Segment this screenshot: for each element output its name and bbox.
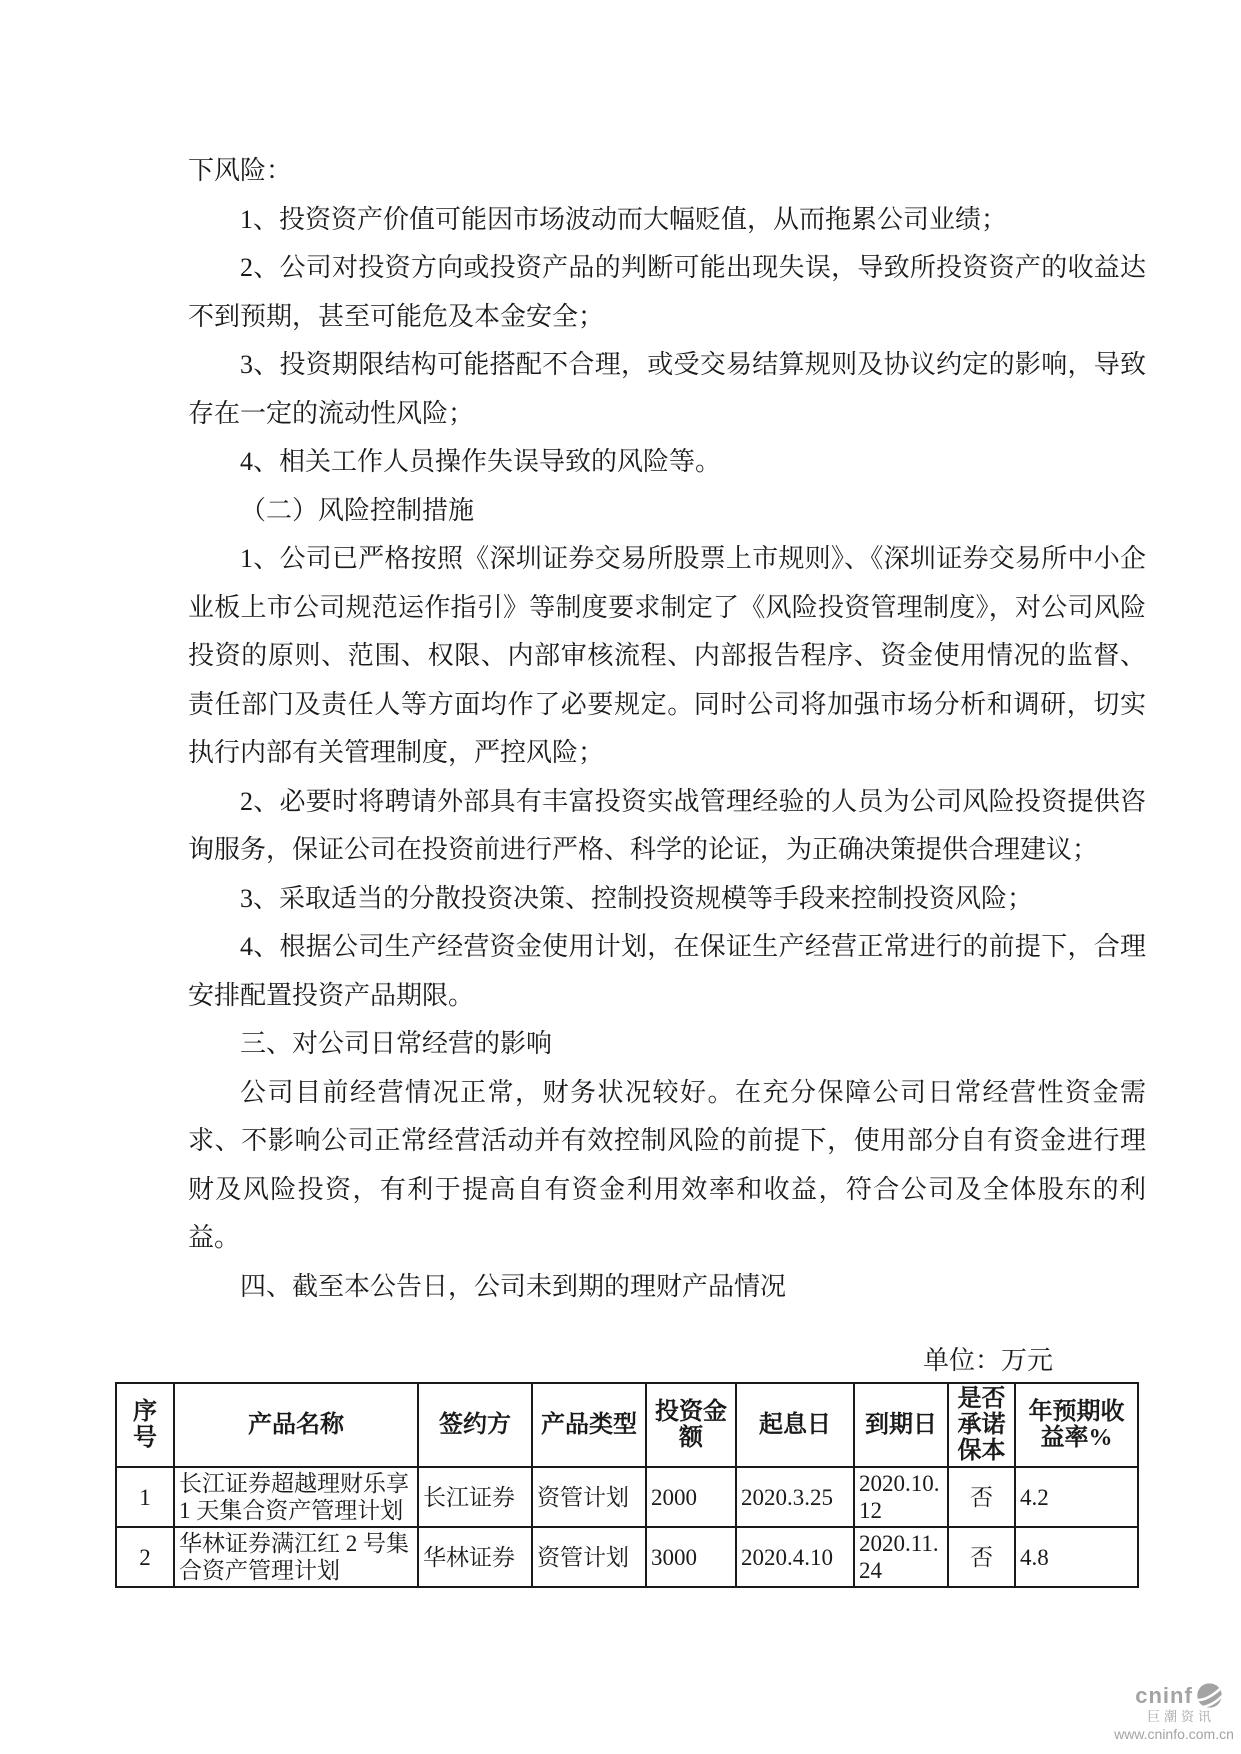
table-cell: 2020.4.10 (736, 1527, 854, 1587)
paragraph: 4、相关工作人员操作失误导致的风险等。 (240, 447, 722, 476)
cninfo-logo (1113, 1682, 1235, 1742)
table-cell: 4.8 (1015, 1527, 1138, 1587)
column-header: 是否承诺保本 (948, 1383, 1015, 1467)
table-cell: 长江证券 (418, 1467, 532, 1527)
table-header-row (116, 1383, 1138, 1467)
paragraph: 4、根据公司生产经营资金使用计划，在保证生产经营正常进行的前提下，合理安排配置投资产品期限。 (188, 932, 1146, 1010)
body-text (188, 147, 1146, 1311)
table-cell: 2020.3.25 (736, 1467, 854, 1527)
paragraph: 三、对公司日常经营的影响 (240, 1029, 553, 1058)
paragraph: 1、投资资产价值可能因市场波动而大幅贬值，从而拖累公司业绩； (240, 204, 1008, 234)
cninfo-brand-row (1123, 1682, 1235, 1709)
table-unit-label: 单位：万元 (922, 1346, 1053, 1375)
paragraph: 2、公司对投资方向或投资产品的判断可能出现失误，导致所投资资产的收益达不到预期，甚至可能危及本金安全； (188, 253, 1146, 331)
cninfo-brand-cn: 巨潮资讯 (1146, 1709, 1215, 1724)
column-header: 签约方 (418, 1383, 532, 1467)
cninfo-globe-icon (1196, 1682, 1223, 1709)
table-cell: 1 (116, 1467, 174, 1527)
paragraph: 1、公司已严格按照《深圳证券交易所股票上市规则》、《深圳证券交易所中小企业板上市公司规范运作指引》等制度要求制定了《风险投资管理制度》，对公司风险投资的原则、范围、权限、内部审核流程、内部报告程序、资金使用情况的监督、责任部门及责任人等方面均作了必要规定。同时公司将加强市场分析和调研，切实执行内部有关管理制度，严控风险； (188, 544, 1146, 767)
column-header: 产品类型 (532, 1383, 646, 1467)
table-cell: 2020.10.12 (854, 1467, 948, 1527)
table-row (116, 1527, 1138, 1587)
table-cell: 4.2 (1015, 1467, 1138, 1527)
paragraph: （二）风险控制措施 (240, 495, 475, 525)
table-cell: 2020.11.24 (854, 1527, 948, 1587)
table-row (116, 1467, 1138, 1527)
paragraph: 下风险： (188, 156, 293, 185)
paragraph: 3、投资期限结构可能搭配不合理，或受交易结算规则及协议约定的影响，导致存在一定的流动性风险； (188, 350, 1146, 428)
table-cell: 长江证券超越理财乐享 1 天集合资产管理计划 (174, 1467, 418, 1527)
table-cell: 资管计划 (532, 1467, 646, 1527)
table-cell: 2 (116, 1527, 174, 1587)
table-cell: 2000 (646, 1467, 736, 1527)
paragraph: 3、采取适当的分散投资决策、控制投资规模等手段来控制投资风险； (240, 883, 1034, 913)
column-header: 起息日 (736, 1383, 854, 1467)
table-cell: 华林证券 (418, 1527, 532, 1587)
column-header: 序号 (116, 1383, 174, 1467)
table-cell: 资管计划 (532, 1527, 646, 1587)
paragraph: 2、必要时将聘请外部具有丰富投资实战管理经验的人员为公司风险投资提供咨询服务，保证公司在投资前进行严格、科学的论证，为正确决策提供合理建议； (188, 786, 1146, 864)
cninfo-url: www.cninfo.com.cn (1114, 1726, 1234, 1742)
unexpired-products-table (115, 1382, 1139, 1588)
paragraph: 公司目前经营情况正常，财务状况较好。在充分保障公司日常经营性资金需求、不影响公司正常经营活动并有效控制风险的前提下，使用部分自有资金进行理财及风险投资，有利于提高自有资金利用效率和收益，符合公司及全体股东的利益。 (188, 1077, 1146, 1252)
table-cell: 否 (948, 1467, 1015, 1527)
table-cell: 3000 (646, 1527, 736, 1587)
paragraph: 四、截至本公告日，公司未到期的理财产品情况 (240, 1271, 787, 1301)
column-header: 投资金额 (646, 1383, 736, 1467)
column-header: 到期日 (854, 1383, 948, 1467)
cninfo-brand-text: cninf (1135, 1682, 1193, 1708)
column-header: 产品名称 (174, 1383, 418, 1467)
table-cell: 否 (948, 1527, 1015, 1587)
column-header: 年预期收益率% (1015, 1383, 1138, 1467)
table-cell: 华林证券满江红 2 号集合资产管理计划 (174, 1527, 418, 1587)
